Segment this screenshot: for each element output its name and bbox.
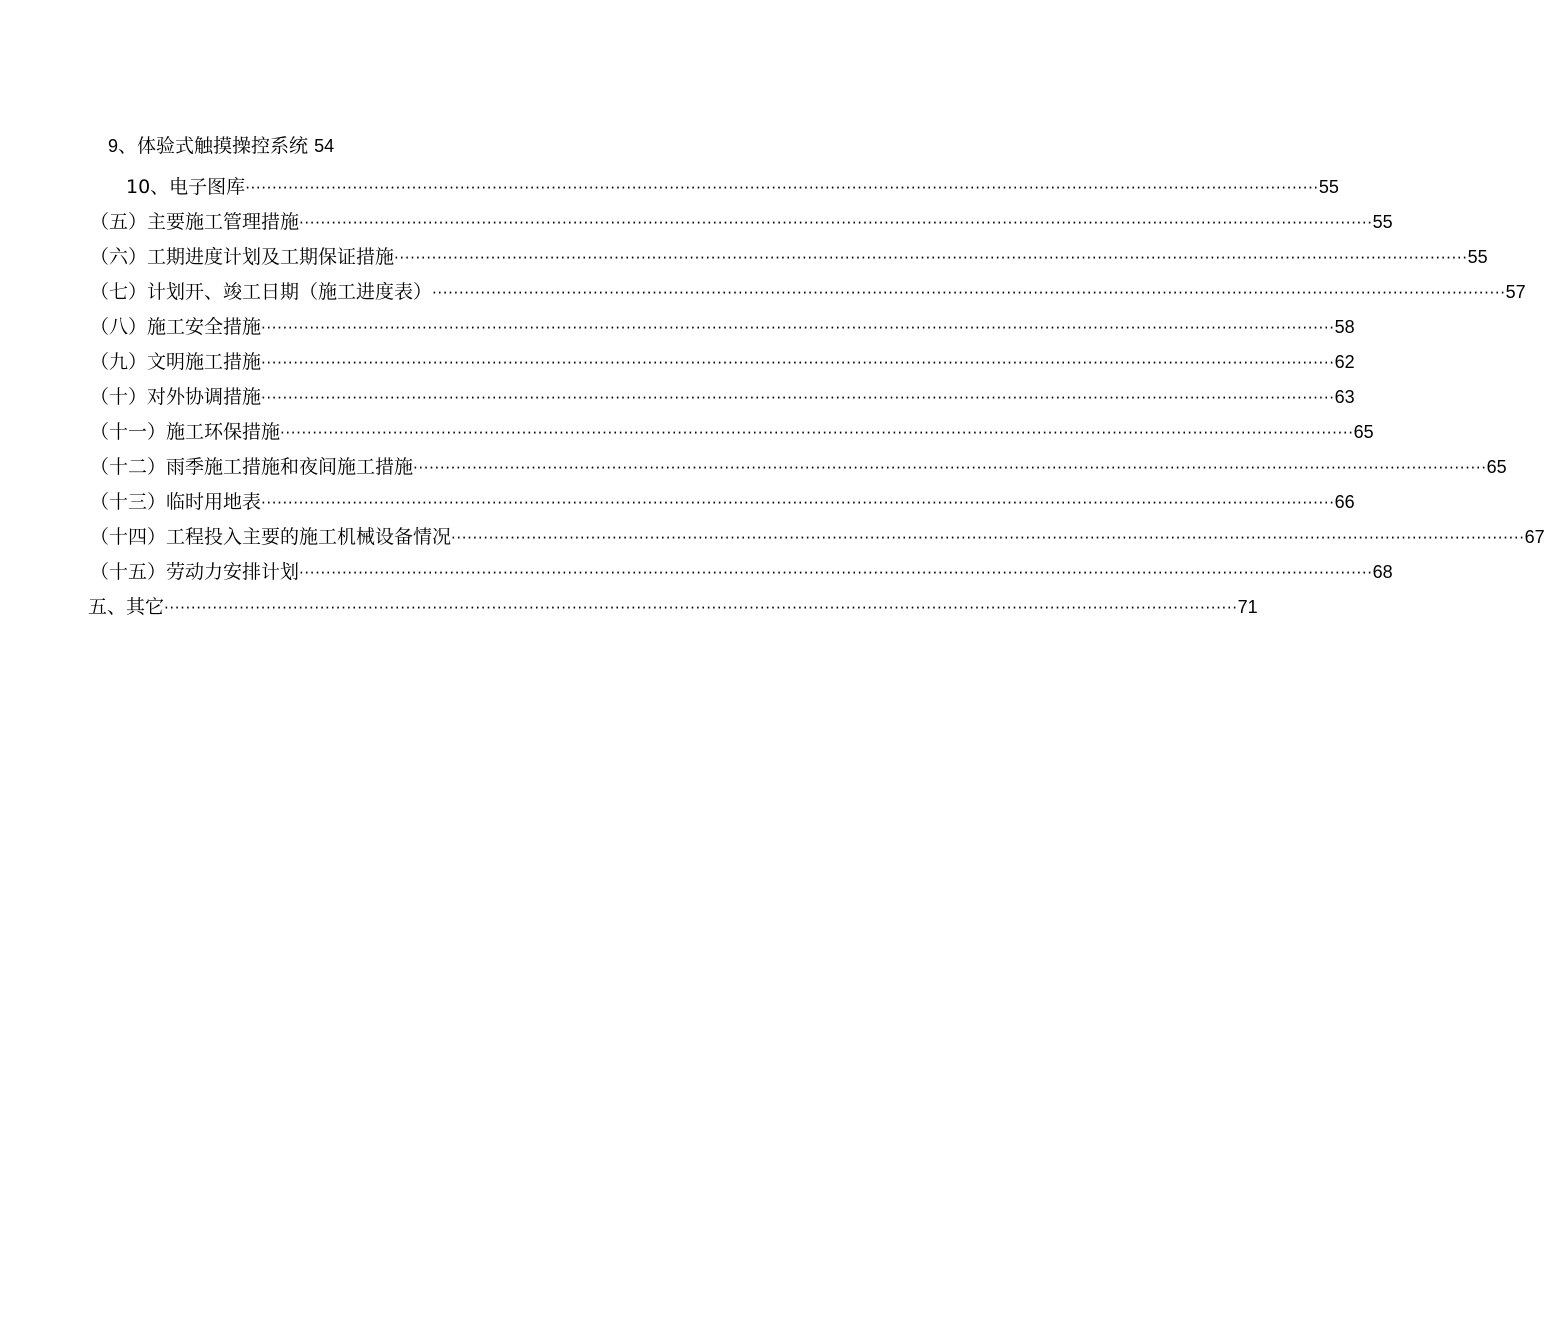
toc-entry-page: 66 <box>1334 492 1355 512</box>
toc-entry-prefix: 9 <box>108 136 119 156</box>
toc-entry-page: 63 <box>1334 387 1355 407</box>
toc-entry <box>90 279 1526 305</box>
toc-entry-page: 68 <box>1372 562 1393 582</box>
toc-entry-page: 65 <box>1353 422 1374 442</box>
toc-leader-dots: ········································································································································································································ <box>299 214 1373 232</box>
toc-entry-title: 五、其它 <box>88 596 165 618</box>
toc-entry-title: 10、电子图库 <box>126 176 246 198</box>
toc-entry <box>90 209 1393 235</box>
toc-entry-page: 55 <box>1318 177 1339 197</box>
toc-leader-dots: ········································································································································································································ <box>261 494 1335 512</box>
toc-entry-page: 71 <box>1237 597 1258 617</box>
toc-leader-dots: ········································································································································································································ <box>280 424 1354 442</box>
toc-entry-title: （十三）临时用地表 <box>90 491 262 513</box>
toc-entry <box>90 314 1355 340</box>
toc-leader-dots: ········································································································································································································ <box>261 354 1335 372</box>
toc-entry-title: （十二）雨季施工措施和夜间施工措施 <box>90 456 414 478</box>
toc-entry-title: 、体验式触摸操控系统 <box>118 135 309 157</box>
toc-entry-page: 58 <box>1334 317 1355 337</box>
toc-entry-title: （九）文明施工措施 <box>90 351 262 373</box>
toc-entry-title: （八）施工安全措施 <box>90 316 262 338</box>
toc-entry <box>90 244 1488 270</box>
toc-entry-9 <box>108 133 334 159</box>
toc-leader-dots: ········································································································································································································ <box>394 249 1468 267</box>
toc-entry-title: （五）主要施工管理措施 <box>90 211 300 233</box>
toc-entry <box>90 454 1507 480</box>
toc-entry-title: （七）计划开、竣工日期（施工进度表） <box>90 281 433 303</box>
toc-entry-title: （十一）施工环保措施 <box>90 421 281 443</box>
toc-entry <box>90 349 1355 375</box>
toc-entry-page: 55 <box>1372 212 1393 232</box>
toc-entry-title: （十四）工程投入主要的施工机械设备情况 <box>90 526 452 548</box>
toc-entry <box>90 489 1355 515</box>
toc-leader-dots: ········································································································································································································ <box>261 389 1335 407</box>
toc-leader-dots: ········································································································································································································ <box>432 284 1506 302</box>
toc-leader-dots: ········································································································································································································ <box>245 179 1319 197</box>
toc-leader-dots: ········································································································································································································ <box>413 459 1487 477</box>
toc-entry-page: 54 <box>314 136 335 156</box>
toc-entry-page: 57 <box>1505 282 1526 302</box>
toc-leader-dots: ········································································································································································································ <box>164 599 1238 617</box>
toc-entry <box>90 559 1393 585</box>
toc-leader-dots: ········································································································································································································ <box>261 319 1335 337</box>
toc-entry <box>90 419 1374 445</box>
toc-entry-page: 65 <box>1486 457 1507 477</box>
toc-entry-title: （六）工期进度计划及工期保证措施 <box>90 246 395 268</box>
toc-entry <box>88 594 1258 620</box>
toc-entry <box>90 384 1355 410</box>
toc-leader-dots: ········································································································································································································ <box>451 529 1525 547</box>
toc-leader-dots: ········································································································································································································ <box>299 564 1373 582</box>
toc-entry-title: （十）对外协调措施 <box>90 386 262 408</box>
toc-entry-page: 62 <box>1334 352 1355 372</box>
toc-entry-title: （十五）劳动力安排计划 <box>90 561 300 583</box>
toc-entry <box>90 524 1545 550</box>
toc-entry-page: 55 <box>1467 247 1488 267</box>
toc-entry-page: 67 <box>1524 527 1545 547</box>
toc-entry <box>126 174 1339 200</box>
